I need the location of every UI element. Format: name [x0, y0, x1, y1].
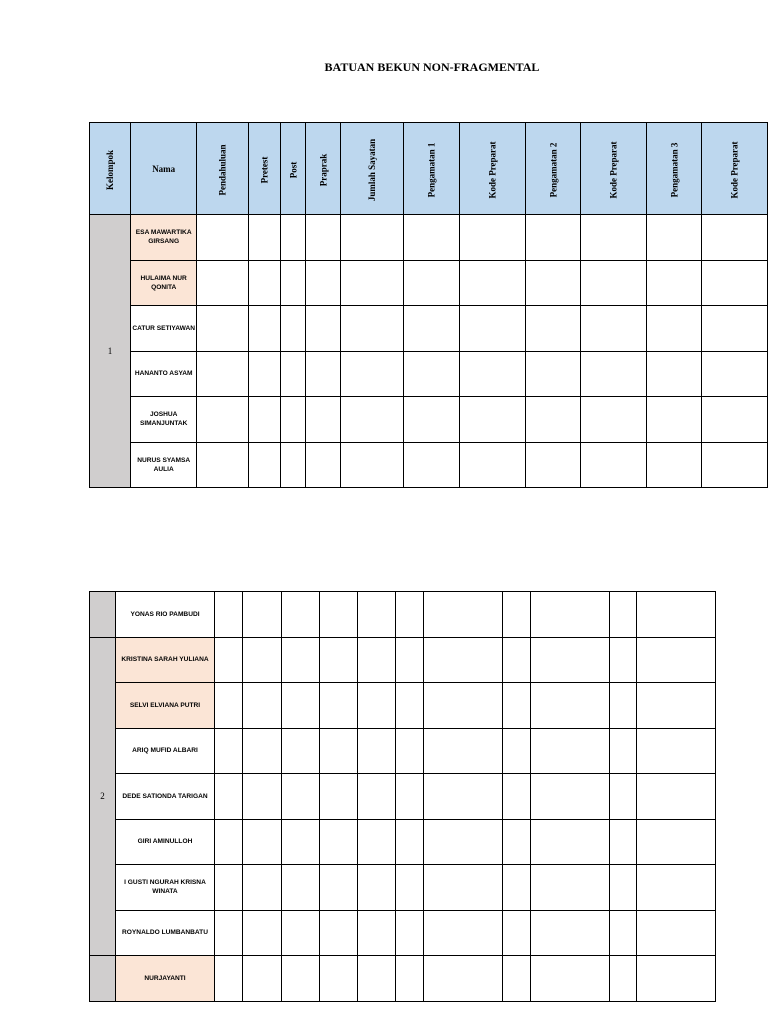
- score-cell[interactable]: [249, 215, 281, 261]
- score-cell[interactable]: [525, 260, 581, 306]
- member-name: JOSHUA SIMANJUNTAK: [131, 397, 197, 443]
- score-cell[interactable]: [320, 728, 358, 774]
- score-cell[interactable]: [525, 215, 581, 261]
- score-cell[interactable]: [702, 351, 768, 397]
- score-cell[interactable]: [637, 865, 716, 911]
- score-cell[interactable]: [702, 442, 768, 488]
- header-pendahuluan: Pendahuluan: [197, 123, 249, 215]
- score-cell[interactable]: [525, 306, 581, 352]
- score-cell[interactable]: [305, 306, 340, 352]
- table-row: [90, 910, 716, 956]
- member-name: YONAS RIO PAMBUDI: [116, 592, 215, 638]
- table-row: [90, 592, 716, 638]
- score-cell[interactable]: [637, 910, 716, 956]
- score-cell[interactable]: [531, 637, 610, 683]
- score-cell[interactable]: [503, 637, 531, 683]
- member-name: ROYNALDO LUMBANBATU: [116, 910, 215, 956]
- score-cell[interactable]: [281, 260, 306, 306]
- score-cell[interactable]: [610, 774, 637, 820]
- score-cell[interactable]: [249, 351, 281, 397]
- score-cell[interactable]: [424, 774, 503, 820]
- score-cell[interactable]: [396, 683, 424, 729]
- score-cell[interactable]: [281, 306, 306, 352]
- table-row: [90, 728, 716, 774]
- score-cell[interactable]: [215, 774, 243, 820]
- score-cell[interactable]: [503, 865, 531, 911]
- score-cell[interactable]: [646, 306, 702, 352]
- score-cell[interactable]: [404, 306, 460, 352]
- score-cell[interactable]: [646, 442, 702, 488]
- header-praprak: Praprak: [305, 123, 340, 215]
- score-cell[interactable]: [424, 683, 503, 729]
- score-cell[interactable]: [646, 397, 702, 443]
- score-cell[interactable]: [525, 397, 581, 443]
- score-cell[interactable]: [341, 260, 404, 306]
- score-cell[interactable]: [525, 351, 581, 397]
- score-cell[interactable]: [243, 910, 282, 956]
- score-cell[interactable]: [637, 774, 716, 820]
- table-row: [90, 637, 716, 683]
- score-cell[interactable]: [581, 306, 646, 352]
- score-cell[interactable]: [646, 351, 702, 397]
- score-cell[interactable]: [358, 592, 396, 638]
- score-cell[interactable]: [243, 956, 282, 1002]
- score-cell[interactable]: [358, 774, 396, 820]
- score-cell[interactable]: [503, 910, 531, 956]
- score-cell[interactable]: [358, 819, 396, 865]
- header-pengamatan-2: Pengamatan 2: [525, 123, 581, 215]
- score-cell[interactable]: [503, 728, 531, 774]
- score-cell[interactable]: [610, 683, 637, 729]
- score-cell[interactable]: [282, 865, 320, 911]
- score-cell[interactable]: [396, 865, 424, 911]
- score-cell[interactable]: [396, 956, 424, 1002]
- table-row: [90, 397, 768, 443]
- score-cell[interactable]: [249, 442, 281, 488]
- score-cell[interactable]: [282, 819, 320, 865]
- score-cell[interactable]: [610, 592, 637, 638]
- score-cell[interactable]: [197, 351, 249, 397]
- score-cell[interactable]: [503, 819, 531, 865]
- score-cell[interactable]: [320, 592, 358, 638]
- score-cell[interactable]: [610, 865, 637, 911]
- score-cell[interactable]: [404, 397, 460, 443]
- score-cell[interactable]: [281, 397, 306, 443]
- score-cell[interactable]: [531, 728, 610, 774]
- group-1-table: [89, 122, 768, 488]
- header-nama: Nama: [131, 123, 197, 215]
- score-cell[interactable]: [341, 215, 404, 261]
- score-cell[interactable]: [610, 910, 637, 956]
- score-cell[interactable]: [396, 728, 424, 774]
- score-cell[interactable]: [581, 397, 646, 443]
- score-cell[interactable]: [282, 774, 320, 820]
- score-cell[interactable]: [531, 865, 610, 911]
- score-cell[interactable]: [281, 442, 306, 488]
- score-cell[interactable]: [215, 956, 243, 1002]
- score-cell[interactable]: [305, 260, 340, 306]
- score-cell[interactable]: [581, 260, 646, 306]
- score-cell[interactable]: [215, 592, 243, 638]
- score-cell[interactable]: [460, 260, 525, 306]
- score-cell[interactable]: [702, 260, 768, 306]
- score-cell[interactable]: [424, 728, 503, 774]
- score-cell[interactable]: [320, 683, 358, 729]
- score-cell[interactable]: [358, 956, 396, 1002]
- member-name: HANANTO ASYAM: [131, 351, 197, 397]
- score-cell[interactable]: [243, 865, 282, 911]
- member-name: NURUS SYAMSA AULIA: [131, 442, 197, 488]
- score-cell[interactable]: [305, 351, 340, 397]
- score-cell[interactable]: [581, 351, 646, 397]
- score-cell[interactable]: [531, 592, 610, 638]
- member-name: GIRI AMINULLOH: [116, 819, 215, 865]
- score-cell[interactable]: [396, 910, 424, 956]
- header-kelompok: Kelompok: [90, 123, 131, 215]
- score-cell[interactable]: [197, 215, 249, 261]
- group-2-table: [89, 591, 716, 1002]
- score-cell[interactable]: [637, 956, 716, 1002]
- member-name: I GUSTI NGURAH KRISNA WINATA: [116, 865, 215, 911]
- score-cell[interactable]: [320, 865, 358, 911]
- score-cell[interactable]: [282, 637, 320, 683]
- score-cell[interactable]: [281, 215, 306, 261]
- score-cell[interactable]: [215, 728, 243, 774]
- score-cell[interactable]: [243, 637, 282, 683]
- score-cell[interactable]: [503, 683, 531, 729]
- score-cell[interactable]: [531, 774, 610, 820]
- score-cell[interactable]: [424, 910, 503, 956]
- score-cell[interactable]: [610, 956, 637, 1002]
- score-cell[interactable]: [637, 637, 716, 683]
- score-cell[interactable]: [424, 592, 503, 638]
- score-cell[interactable]: [646, 215, 702, 261]
- score-cell[interactable]: [503, 774, 531, 820]
- score-cell[interactable]: [525, 442, 581, 488]
- score-cell[interactable]: [646, 260, 702, 306]
- score-cell[interactable]: [581, 215, 646, 261]
- score-cell[interactable]: [358, 683, 396, 729]
- member-name: NURJAYANTI: [116, 956, 215, 1002]
- score-cell[interactable]: [341, 397, 404, 443]
- header-jumlah-sayatan: Jumlah Sayatan: [341, 123, 404, 215]
- header-post: Post: [281, 123, 306, 215]
- score-cell[interactable]: [282, 956, 320, 1002]
- score-cell[interactable]: [404, 442, 460, 488]
- table-row: [90, 260, 768, 306]
- score-cell[interactable]: [503, 592, 531, 638]
- member-name: DEDE SATIONDA TARIGAN: [116, 774, 215, 820]
- score-cell[interactable]: [702, 397, 768, 443]
- score-cell[interactable]: [215, 819, 243, 865]
- score-cell[interactable]: [358, 728, 396, 774]
- score-cell[interactable]: [503, 956, 531, 1002]
- score-cell[interactable]: [404, 260, 460, 306]
- score-cell[interactable]: [358, 865, 396, 911]
- member-name: CATUR SETIYAWAN: [131, 306, 197, 352]
- sheet-title: BATUAN BEKUN NON-FRAGMENTAL: [324, 60, 540, 74]
- table-row: [90, 683, 716, 729]
- score-cell[interactable]: [341, 306, 404, 352]
- score-cell[interactable]: [460, 215, 525, 261]
- score-cell[interactable]: [305, 442, 340, 488]
- score-cell[interactable]: [320, 774, 358, 820]
- score-cell[interactable]: [424, 956, 503, 1002]
- score-cell[interactable]: [610, 637, 637, 683]
- member-name: KRISTINA SARAH YULIANA: [116, 637, 215, 683]
- score-cell[interactable]: [341, 351, 404, 397]
- score-cell[interactable]: [460, 306, 525, 352]
- score-cell[interactable]: [305, 397, 340, 443]
- score-cell[interactable]: [243, 819, 282, 865]
- table-row: [90, 865, 716, 911]
- score-cell[interactable]: [215, 683, 243, 729]
- header-kode-preparat-1: Kode Preparat: [460, 123, 525, 215]
- score-cell[interactable]: [282, 683, 320, 729]
- score-cell[interactable]: [531, 819, 610, 865]
- score-cell[interactable]: [281, 351, 306, 397]
- score-cell[interactable]: [404, 351, 460, 397]
- score-cell[interactable]: [243, 683, 282, 729]
- score-cell[interactable]: [396, 819, 424, 865]
- group-number: [90, 592, 116, 638]
- score-cell[interactable]: [305, 215, 340, 261]
- group-number: [90, 956, 116, 1002]
- score-cell[interactable]: [702, 306, 768, 352]
- table-row: [90, 956, 716, 1002]
- score-cell[interactable]: [610, 819, 637, 865]
- header-pretest: Pretest: [249, 123, 281, 215]
- score-cell[interactable]: [320, 819, 358, 865]
- score-cell[interactable]: [637, 592, 716, 638]
- table-row: [90, 215, 768, 261]
- member-name: SELVI ELVIANA PUTRI: [116, 683, 215, 729]
- score-cell[interactable]: [320, 910, 358, 956]
- score-cell[interactable]: [249, 260, 281, 306]
- score-cell[interactable]: [637, 683, 716, 729]
- score-cell[interactable]: [215, 637, 243, 683]
- header-kode-preparat-3: Kode Preparat: [702, 123, 768, 215]
- score-cell[interactable]: [341, 442, 404, 488]
- score-cell[interactable]: [358, 910, 396, 956]
- header-kode-preparat-2: Kode Preparat: [581, 123, 646, 215]
- score-cell[interactable]: [249, 397, 281, 443]
- score-cell[interactable]: [197, 306, 249, 352]
- score-cell[interactable]: [197, 260, 249, 306]
- member-name: ARIQ MUFID ALBARI: [116, 728, 215, 774]
- score-cell[interactable]: [531, 910, 610, 956]
- score-cell[interactable]: [637, 728, 716, 774]
- group-number: 1: [90, 215, 131, 488]
- table-row: [90, 351, 768, 397]
- header-pengamatan-1: Pengamatan 1: [404, 123, 460, 215]
- member-name: ESA MAWARTIKA GIRSANG: [131, 215, 197, 261]
- score-cell[interactable]: [581, 442, 646, 488]
- score-cell[interactable]: [460, 442, 525, 488]
- score-cell[interactable]: [396, 592, 424, 638]
- score-cell[interactable]: [531, 956, 610, 1002]
- score-cell[interactable]: [249, 306, 281, 352]
- score-cell[interactable]: [531, 683, 610, 729]
- score-cell[interactable]: [460, 397, 525, 443]
- score-cell[interactable]: [320, 956, 358, 1002]
- score-cell[interactable]: [197, 442, 249, 488]
- score-cell[interactable]: [282, 592, 320, 638]
- table-row: [90, 306, 768, 352]
- score-cell[interactable]: [396, 637, 424, 683]
- score-cell[interactable]: [243, 774, 282, 820]
- score-cell[interactable]: [243, 728, 282, 774]
- score-cell[interactable]: [610, 728, 637, 774]
- score-cell[interactable]: [320, 637, 358, 683]
- score-cell[interactable]: [358, 637, 396, 683]
- score-cell[interactable]: [424, 865, 503, 911]
- score-cell[interactable]: [396, 774, 424, 820]
- score-cell[interactable]: [282, 910, 320, 956]
- score-cell[interactable]: [404, 215, 460, 261]
- score-cell[interactable]: [424, 637, 503, 683]
- score-cell[interactable]: [460, 351, 525, 397]
- table-row: [90, 774, 716, 820]
- score-cell[interactable]: [243, 592, 282, 638]
- score-cell[interactable]: [637, 819, 716, 865]
- table-row: [90, 819, 716, 865]
- score-cell[interactable]: [702, 215, 768, 261]
- table-row: [90, 442, 768, 488]
- score-cell[interactable]: [215, 910, 243, 956]
- score-cell[interactable]: [424, 819, 503, 865]
- score-cell[interactable]: [197, 397, 249, 443]
- score-cell[interactable]: [282, 728, 320, 774]
- member-name: HULAIMA NUR QONITA: [131, 260, 197, 306]
- header-pengamatan-3: Pengamatan 3: [646, 123, 702, 215]
- score-cell[interactable]: [215, 865, 243, 911]
- group-number: 2: [90, 637, 116, 956]
